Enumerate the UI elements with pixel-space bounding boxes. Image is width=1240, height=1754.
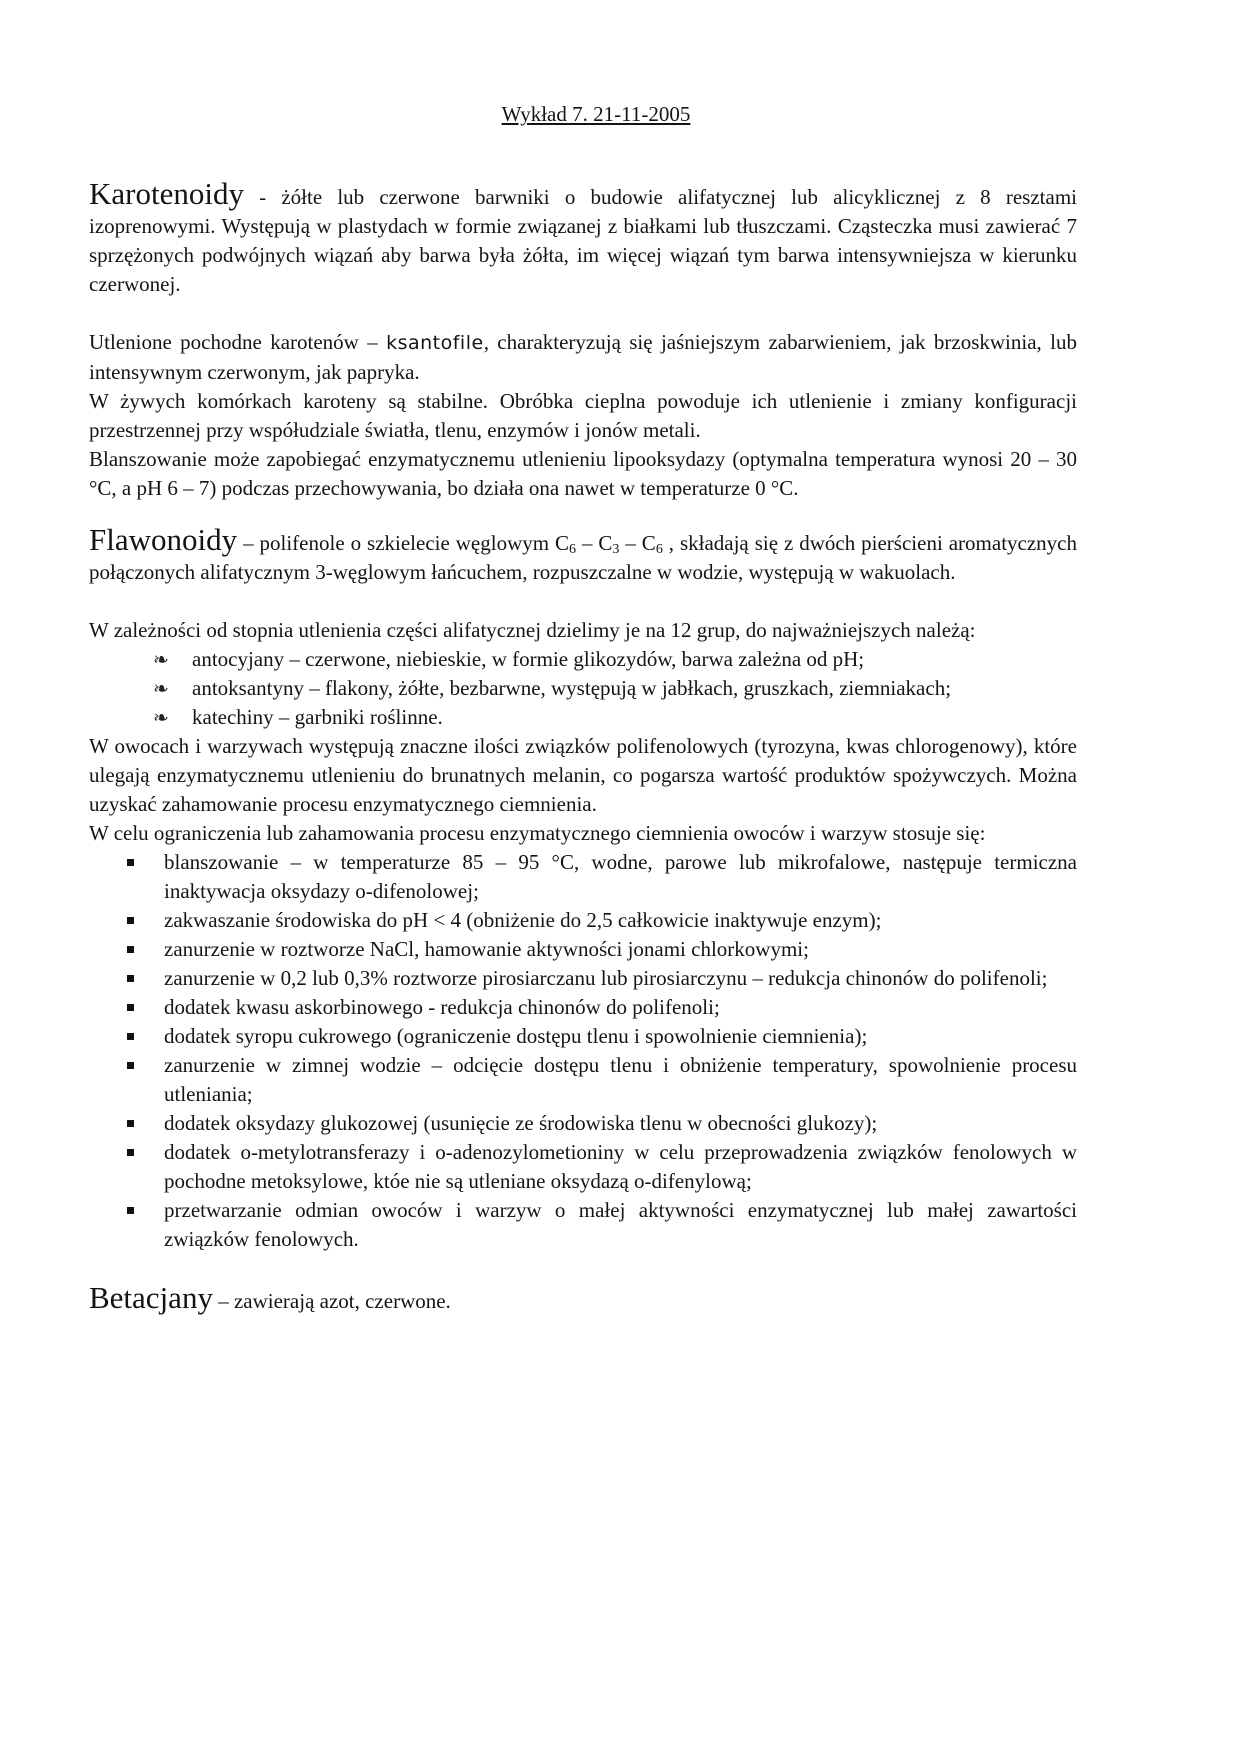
owoce-paragraph: W owocach i warzywach występują znaczne ilości związków polifenolowych (tyrozyna, kwas chlorogenowy), które ulegają enzymatycznemu utlenieniu do brunatnych melanin, co pogarsza wartość produktów spożywczych. Można uzyskać zahamowanie procesu enzymatycznego ciemnienia.	[89, 734, 1077, 816]
ksantofile-before: Utlenione pochodne karotenów –	[89, 330, 387, 354]
leaf-bullet-icon: ❧	[153, 650, 169, 671]
list-item	[89, 935, 1077, 964]
list-item	[89, 964, 1077, 993]
list-item	[89, 1196, 1077, 1254]
square-bullet-icon	[127, 1120, 134, 1127]
list-item-text: zanurzenie w roztworze NaCl, hamowanie aktywności jonami chlorkowymi;	[164, 937, 809, 961]
square-bullet-icon	[127, 859, 134, 866]
list-item	[89, 645, 1077, 674]
subscript-3: 6	[655, 542, 663, 557]
karotenoidy-paragraph	[89, 176, 1077, 299]
list-item	[89, 848, 1077, 906]
ksantofile-term: ksantofile	[386, 332, 484, 354]
leaf-bullet-icon: ❧	[153, 708, 169, 729]
list-item	[89, 993, 1077, 1022]
list-item-text: antoksantyny – flakony, żółte, bezbarwne, występują w jabłkach, gruszkach, ziemniakach;	[192, 676, 952, 700]
grupy-list	[89, 645, 1077, 732]
flawonoidy-heading: Flawonoidy	[89, 522, 238, 557]
metody-list	[89, 848, 1077, 1254]
list-item	[89, 906, 1077, 935]
list-item-text: dodatek kwasu askorbinowego - redukcja chinonów do polifenoli;	[164, 995, 720, 1019]
list-item	[89, 1051, 1077, 1109]
karotenoidy-heading: Karotenoidy	[89, 176, 244, 211]
flawonoidy-text-2: – C	[576, 531, 613, 555]
blanszowanie-karoten-paragraph: Blanszowanie może zapobiegać enzymatycznemu utlenieniu lipooksydazy (optymalna temperatura wynosi 20 – 30 °C, a pH 6 – 7) podczas przechowywania, bo działa ona nawet w temperaturze 0 °C.	[89, 447, 1077, 500]
betacjany-text: – zawierają azot, czerwone.	[212, 1289, 451, 1313]
document-page	[89, 100, 1077, 1316]
square-bullet-icon	[127, 1207, 134, 1214]
square-bullet-icon	[127, 1033, 134, 1040]
square-bullet-icon	[127, 1149, 134, 1156]
list-item	[89, 703, 1077, 732]
stabilne-paragraph: W żywych komórkach karoteny są stabilne. Obróbka cieplna powoduje ich utlenienie i zmiany konfiguracji przestrzennej przy współudziale światła, tlenu, enzymów i jonów metali.	[89, 389, 1077, 442]
square-bullet-icon	[127, 1004, 134, 1011]
leaf-bullet-icon: ❧	[153, 679, 169, 700]
flawonoidy-text-4: , składają się z dwóch pierścieni aromatycznych połączonych alifatycznym 3-węglowym łańcuchem, rozpuszczalne w wodzie, występują w wakuolach.	[89, 531, 1077, 584]
square-bullet-icon	[127, 917, 134, 924]
flawonoidy-paragraph	[89, 522, 1077, 587]
grupy-intro: W zależności od stopnia utlenienia części alifatycznej dzielimy je na 12 grup, do najważniejszych należą:	[89, 618, 976, 642]
square-bullet-icon	[127, 946, 134, 953]
list-item-text: blanszowanie – w temperaturze 85 – 95 °C, wodne, parowe lub mikrofalowe, następuje termiczna inaktywacja oksydazy o-difenolowej;	[164, 850, 1077, 903]
ksantofile-paragraph	[89, 328, 1077, 387]
flawonoidy-text-3: – C	[619, 531, 656, 555]
karotenoidy-text: - żółte lub czerwone barwniki o budowie alifatycznej lub alicyklicznej z 8 resztami izoprenowymi. Występują w plastydach w formie związanej z białkami lub tłuszczami. Cząsteczka musi zawierać 7 sprzężonych podwójnych wiązań aby barwa była żółta, im więcej wiązań tym barwa intensywniejsza w kierunku czerwonej.	[89, 185, 1077, 296]
betacjany-paragraph	[89, 1280, 1077, 1316]
square-bullet-icon	[127, 1062, 134, 1069]
flawonoidy-text-1: – polifenole o szkielecie węglowym C	[237, 531, 570, 555]
subscript-2: 3	[612, 542, 620, 557]
list-item-text: dodatek o-metylotransferazy i o-adenozylometioniny w celu przeprowadzenia związków fenolowych w pochodne metoksylowe, któe nie są utleniane oksydazą o-difenylową;	[164, 1140, 1077, 1193]
list-item-text: zanurzenie w 0,2 lub 0,3% roztworze pirosiarczanu lub pirosiarczynu – redukcja chinonów do polifenoli;	[164, 966, 1048, 990]
list-item-text: zanurzenie w zimnej wodzie – odcięcie dostępu tlenu i obniżenie temperatury, spowolnienie procesu utleniania;	[164, 1053, 1077, 1106]
list-item	[89, 674, 1077, 703]
ksantofile-after: , charakteryzują się jaśniejszym zabarwieniem, jak brzoskwinia, lub intensywnym czerwonym, jak papryka.	[89, 330, 1077, 384]
list-item	[89, 1138, 1077, 1196]
list-item-text: przetwarzanie odmian owoców i warzyw o małej aktywności enzymatycznej lub małej zawartości związków fenolowych.	[164, 1198, 1077, 1251]
list-item-text: dodatek syropu cukrowego (ograniczenie dostępu tlenu i spowolnienie ciemnienia);	[164, 1024, 868, 1048]
betacjany-heading: Betacjany	[89, 1280, 213, 1315]
list-item	[89, 1109, 1077, 1138]
square-bullet-icon	[127, 975, 134, 982]
metody-intro: W celu ograniczenia lub zahamowania procesu enzymatycznego ciemnienia owoców i warzyw stosuje się:	[89, 821, 986, 845]
subscript-1: 6	[569, 542, 577, 557]
list-item	[89, 1022, 1077, 1051]
list-item-text: dodatek oksydazy glukozowej (usunięcie ze środowiska tlenu w obecności glukozy);	[164, 1111, 878, 1135]
list-item-text: antocyjany – czerwone, niebieskie, w formie glikozydów, barwa zależna od pH;	[192, 647, 865, 671]
lecture-title: Wykład 7. 21-11-2005	[501, 102, 691, 126]
list-item-text: zakwaszanie środowiska do pH < 4 (obniżenie do 2,5 całkowicie inaktywuje enzym);	[164, 908, 882, 932]
list-item-text: katechiny – garbniki roślinne.	[192, 705, 443, 729]
